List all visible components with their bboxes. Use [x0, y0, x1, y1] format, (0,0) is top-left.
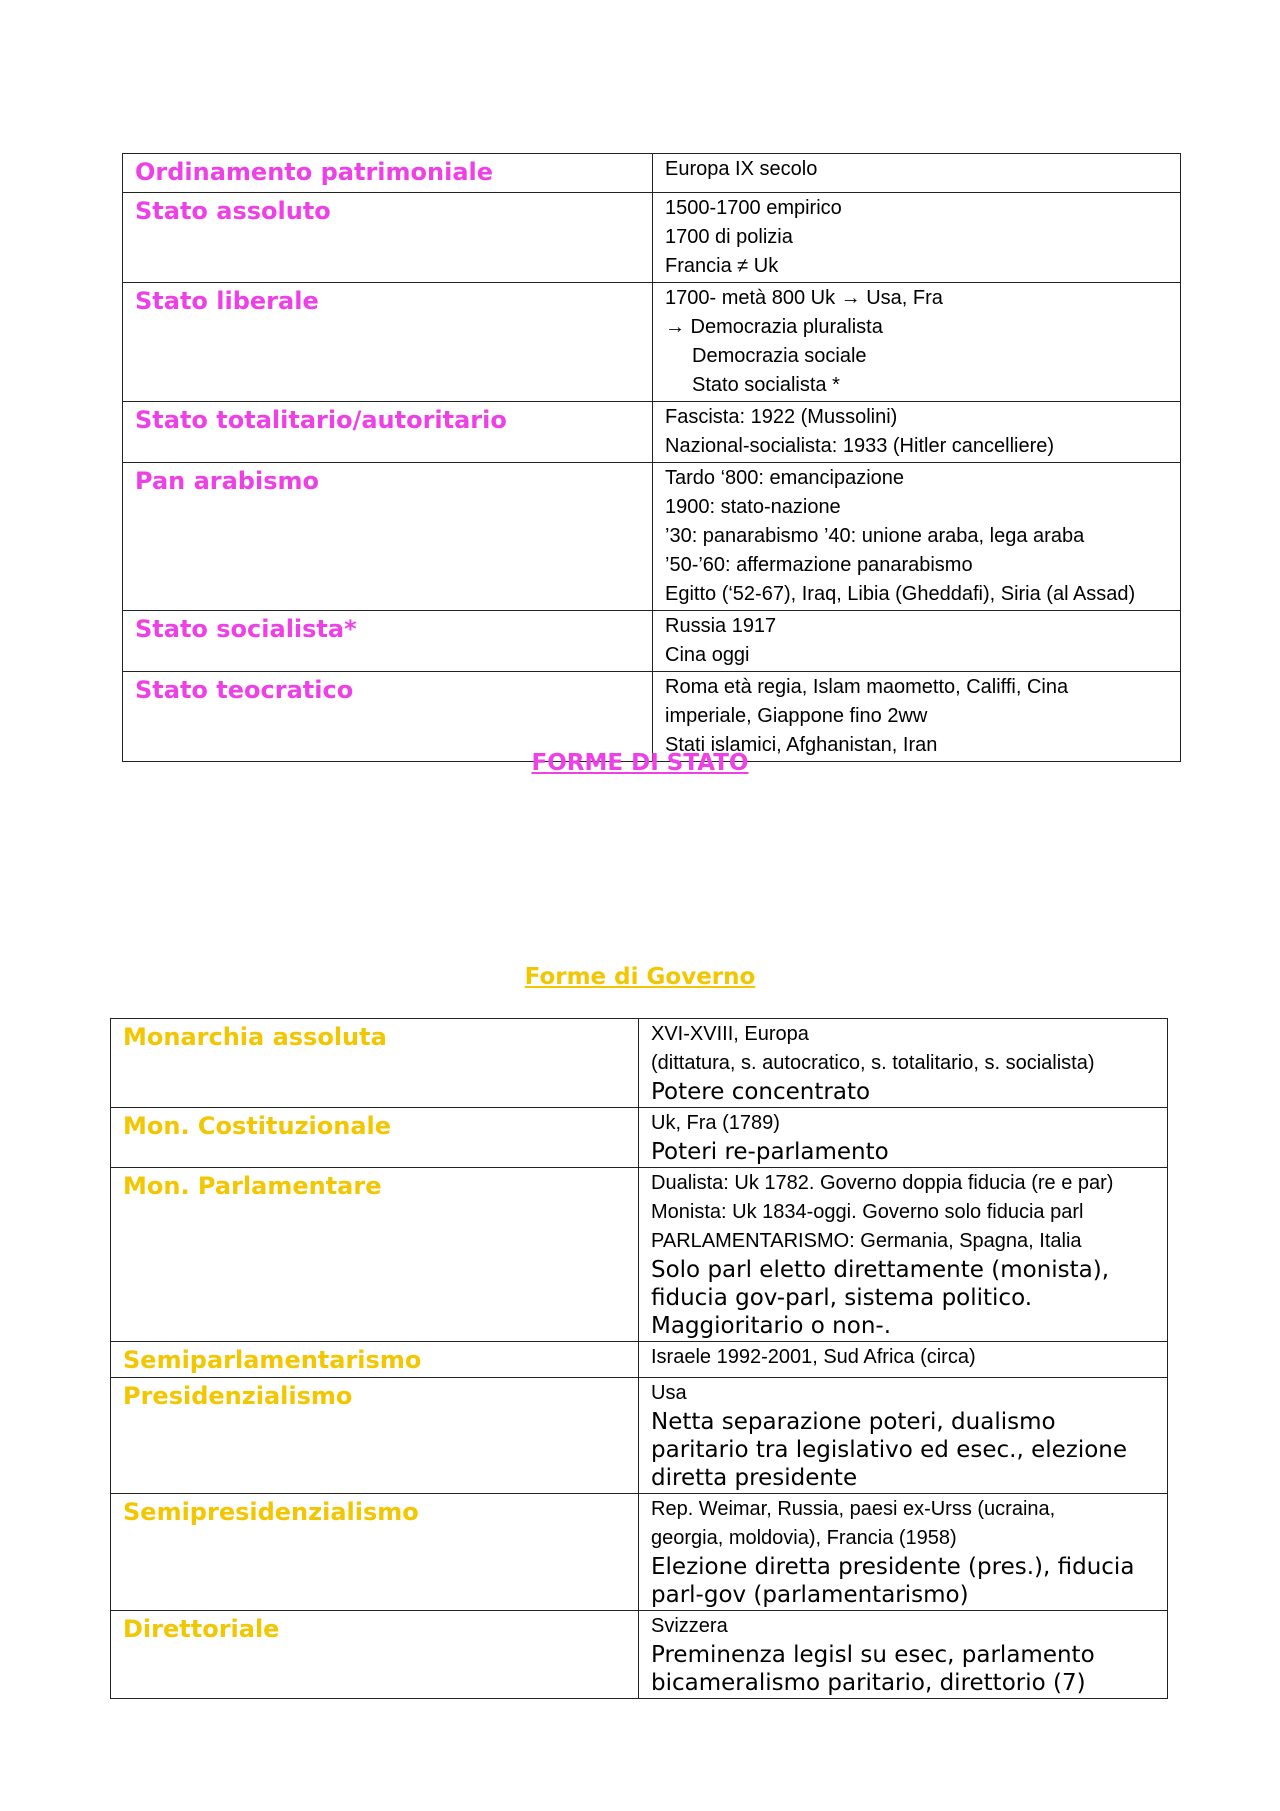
row-note: Potere concentrato — [651, 1079, 871, 1105]
table-row — [111, 1168, 1168, 1342]
row-line: Egitto (‘52-67), Iraq, Libia (Gheddafi), Siria (al Assad) — [665, 583, 1136, 605]
row-label: Mon. Parlamentare — [123, 1172, 382, 1200]
row-note: fiducia gov-parl, sistema politico. — [651, 1285, 1033, 1311]
row-line: ’30: panarabismo ’40: unione araba, lega araba — [665, 525, 1085, 547]
row-label: Presidenzialismo — [123, 1382, 353, 1410]
table-row — [111, 1342, 1168, 1378]
row-line: 1700 di polizia — [665, 226, 793, 248]
row-note: Poteri re-parlamento — [651, 1139, 889, 1165]
row-label: Stato assoluto — [135, 197, 331, 225]
row-line: Stati islamici, Afghanistan, Iran — [665, 734, 938, 756]
row-note: parl-gov (parlamentarismo) — [651, 1582, 969, 1608]
row-line: Cina oggi — [665, 644, 750, 666]
row-note: Netta separazione poteri, dualismo — [651, 1409, 1056, 1435]
table-row — [111, 1378, 1168, 1494]
table-row — [123, 463, 1181, 611]
row-line: Fascista: 1922 (Mussolini) — [665, 406, 898, 428]
table-row — [123, 402, 1181, 463]
row-line: Nazional-socialista: 1933 (Hitler cancelliere) — [665, 435, 1055, 457]
forme-di-stato-table — [122, 153, 1181, 762]
table-row — [111, 1108, 1168, 1168]
forme-di-governo-table — [110, 1018, 1168, 1699]
table-row — [123, 154, 1181, 193]
row-line: Russia 1917 — [665, 615, 777, 637]
row-note: Maggioritario o non-. — [651, 1313, 892, 1339]
row-line: 1500-1700 empirico — [665, 197, 842, 219]
table-row — [123, 193, 1181, 283]
row-line: Francia ≠ Uk — [665, 255, 779, 277]
row-note: diretta presidente — [651, 1465, 858, 1491]
row-line: georgia, moldovia), Francia (1958) — [651, 1527, 957, 1549]
row-note: Elezione diretta presidente (pres.), fiducia — [651, 1554, 1135, 1580]
table-row — [111, 1019, 1168, 1108]
row-label: Stato socialista* — [135, 615, 357, 643]
row-line: Europa IX secolo — [665, 158, 818, 180]
row-line: XVI-XVIII, Europa — [651, 1023, 809, 1045]
row-label: Direttoriale — [123, 1615, 280, 1643]
row-note: Preminenza legisl su esec, parlamento — [651, 1642, 1095, 1668]
row-line: Israele 1992-2001, Sud Africa (circa) — [651, 1346, 976, 1368]
table-row — [123, 672, 1181, 762]
row-line: imperiale, Giappone fino 2ww — [665, 705, 928, 727]
row-label: Pan arabismo — [135, 467, 319, 495]
row-line: Dualista: Uk 1782. Governo doppia fiducia (re e par) — [651, 1172, 1114, 1194]
row-line: Democrazia sociale — [692, 345, 867, 367]
row-label: Stato teocratico — [135, 676, 354, 704]
row-line: Roma età regia, Islam maometto, Califfi, Cina — [665, 676, 1069, 698]
row-note: bicameralismo paritario, direttorio (7) — [651, 1670, 1086, 1696]
row-line: 1700- metà 800 Uk → Usa, Fra — [665, 287, 943, 309]
row-line: Tardo ‘800: emancipazione — [665, 467, 905, 489]
row-line: Monista: Uk 1834-oggi. Governo solo fiducia parl — [651, 1201, 1084, 1223]
row-label: Semipresidenzialismo — [123, 1498, 419, 1526]
table-row — [111, 1611, 1168, 1699]
row-line: → Democrazia pluralista — [665, 316, 883, 338]
forme-di-governo-title: Forme di Governo — [524, 964, 756, 990]
row-label: Ordinamento patrimoniale — [135, 158, 494, 186]
table-row — [123, 611, 1181, 672]
row-label: Semiparlamentarismo — [123, 1346, 422, 1374]
row-line: ’50-’60: affermazione panarabismo — [665, 554, 973, 576]
row-line: Uk, Fra (1789) — [651, 1112, 780, 1134]
row-line: Usa — [651, 1382, 687, 1404]
row-label: Monarchia assoluta — [123, 1023, 387, 1051]
row-note: Solo parl eletto direttamente (monista), — [651, 1257, 1110, 1283]
table-row — [111, 1494, 1168, 1611]
table-row — [123, 283, 1181, 402]
row-line: (dittatura, s. autocratico, s. totalitario, s. socialista) — [651, 1052, 1095, 1074]
row-label: Mon. Costituzionale — [123, 1112, 392, 1140]
row-label: Stato totalitario/autoritario — [135, 406, 507, 434]
row-line: 1900: stato-nazione — [665, 496, 841, 518]
row-line: Svizzera — [651, 1615, 728, 1637]
row-line: PARLAMENTARISMO: Germania, Spagna, Italia — [651, 1230, 1082, 1252]
row-label: Stato liberale — [135, 287, 319, 315]
row-line: Rep. Weimar, Russia, paesi ex-Urss (ucraina, — [651, 1498, 1056, 1520]
row-note: paritario tra legislativo ed esec., elezione — [651, 1437, 1128, 1463]
row-line: Stato socialista * — [692, 374, 840, 396]
forme-di-stato-title: FORME DI STATO — [531, 750, 749, 776]
